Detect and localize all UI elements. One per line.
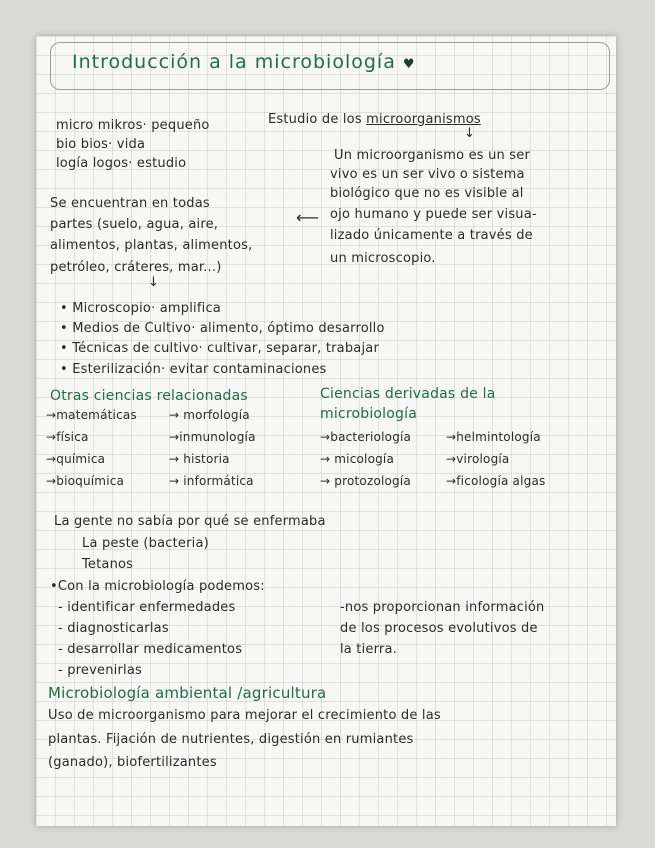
other-science-item: →matemáticas bbox=[46, 408, 137, 422]
uses-heading: •Con la microbiología podemos: bbox=[50, 579, 265, 594]
derived-science-item: →ficología algas bbox=[446, 474, 546, 488]
definition-heading bbox=[268, 112, 481, 127]
environmental-line: (ganado), biofertilizantes bbox=[48, 755, 217, 770]
other-science-item: → historia bbox=[169, 452, 230, 466]
definition-line: biológico que no es visible al bbox=[330, 186, 524, 201]
derived-heading: microbiología bbox=[320, 406, 417, 422]
environmental-line: plantas. Fijación de nutrientes, digestión en rumiantes bbox=[48, 732, 414, 747]
other-science-item: →bioquímica bbox=[46, 474, 125, 488]
down-arrow-icon: ↓ bbox=[464, 126, 475, 141]
derived-science-item: →virología bbox=[446, 452, 510, 466]
environmental-heading: Microbiología ambiental /agricultura bbox=[48, 684, 327, 702]
down-arrow-icon: ↓ bbox=[148, 275, 159, 290]
uses-item: - identificar enfermedades bbox=[58, 600, 236, 615]
heart-icon: ♥ bbox=[402, 57, 416, 72]
habitat-line: alimentos, plantas, alimentos, bbox=[50, 238, 253, 253]
uses-item: - diagnosticarlas bbox=[58, 621, 169, 636]
page-title-text: Introducción a la microbiología bbox=[72, 51, 396, 73]
tool-item: • Esterilización· evitar contaminaciones bbox=[60, 362, 327, 377]
definition-heading-keyword: microorganismos bbox=[366, 112, 481, 127]
definition-line: Un microorganismo es un ser bbox=[334, 148, 531, 163]
tool-item: • Medios de Cultivo· alimento, óptimo desarrollo bbox=[60, 321, 385, 336]
tool-item: • Microscopio· amplifica bbox=[60, 301, 221, 316]
definition-line: lizado únicamente a través de bbox=[330, 228, 533, 243]
page-title bbox=[72, 51, 416, 73]
other-science-item: → informática bbox=[169, 474, 254, 488]
history-line: La gente no sabía por qué se enfermaba bbox=[54, 514, 326, 529]
definition-line: un microscopio. bbox=[330, 251, 436, 266]
derived-heading: Ciencias derivadas de la bbox=[320, 386, 496, 402]
uses-item: - prevenirlas bbox=[58, 663, 142, 678]
tool-item: • Técnicas de cultivo· cultivar, separar, trabajar bbox=[60, 341, 379, 356]
habitat-line: partes (suelo, agua, aire, bbox=[50, 217, 219, 232]
other-science-item: →física bbox=[46, 430, 89, 444]
derived-science-item: → micología bbox=[320, 452, 395, 466]
definition-line: vivo es un ser vivo o sistema bbox=[330, 167, 525, 182]
other-science-item: →inmunología bbox=[169, 430, 256, 444]
definition-line: ojo humano y puede ser visua- bbox=[330, 207, 537, 222]
history-line: Tetanos bbox=[82, 557, 134, 572]
uses-note-line: -nos proporcionan información bbox=[340, 600, 545, 615]
etymology-bio: bio bios· vida bbox=[56, 137, 146, 152]
uses-note-line: la tierra. bbox=[340, 642, 397, 657]
derived-science-item: →bacteriología bbox=[320, 430, 412, 444]
other-science-item: → morfología bbox=[169, 408, 250, 422]
etymology-logia: logía logos· estudio bbox=[56, 156, 187, 171]
left-arrow-icon: ⟵ bbox=[296, 208, 319, 227]
etymology-micro: micro mikros· pequeño bbox=[56, 118, 210, 133]
environmental-line: Uso de microorganismo para mejorar el crecimiento de las bbox=[48, 708, 441, 723]
definition-heading-text: Estudio de los bbox=[268, 112, 367, 127]
history-line: La peste (bacteria) bbox=[82, 536, 209, 551]
habitat-line: petróleo, cráteres, mar...) bbox=[50, 260, 222, 275]
derived-science-item: → protozología bbox=[320, 474, 411, 488]
other-sciences-heading: Otras ciencias relacionadas bbox=[50, 388, 248, 404]
uses-note-line: de los procesos evolutivos de bbox=[340, 621, 538, 636]
notebook-page bbox=[36, 36, 616, 826]
uses-item: - desarrollar medicamentos bbox=[58, 642, 243, 657]
derived-science-item: →helmintología bbox=[446, 430, 541, 444]
other-science-item: →química bbox=[46, 452, 106, 466]
habitat-line: Se encuentran en todas bbox=[50, 196, 210, 211]
